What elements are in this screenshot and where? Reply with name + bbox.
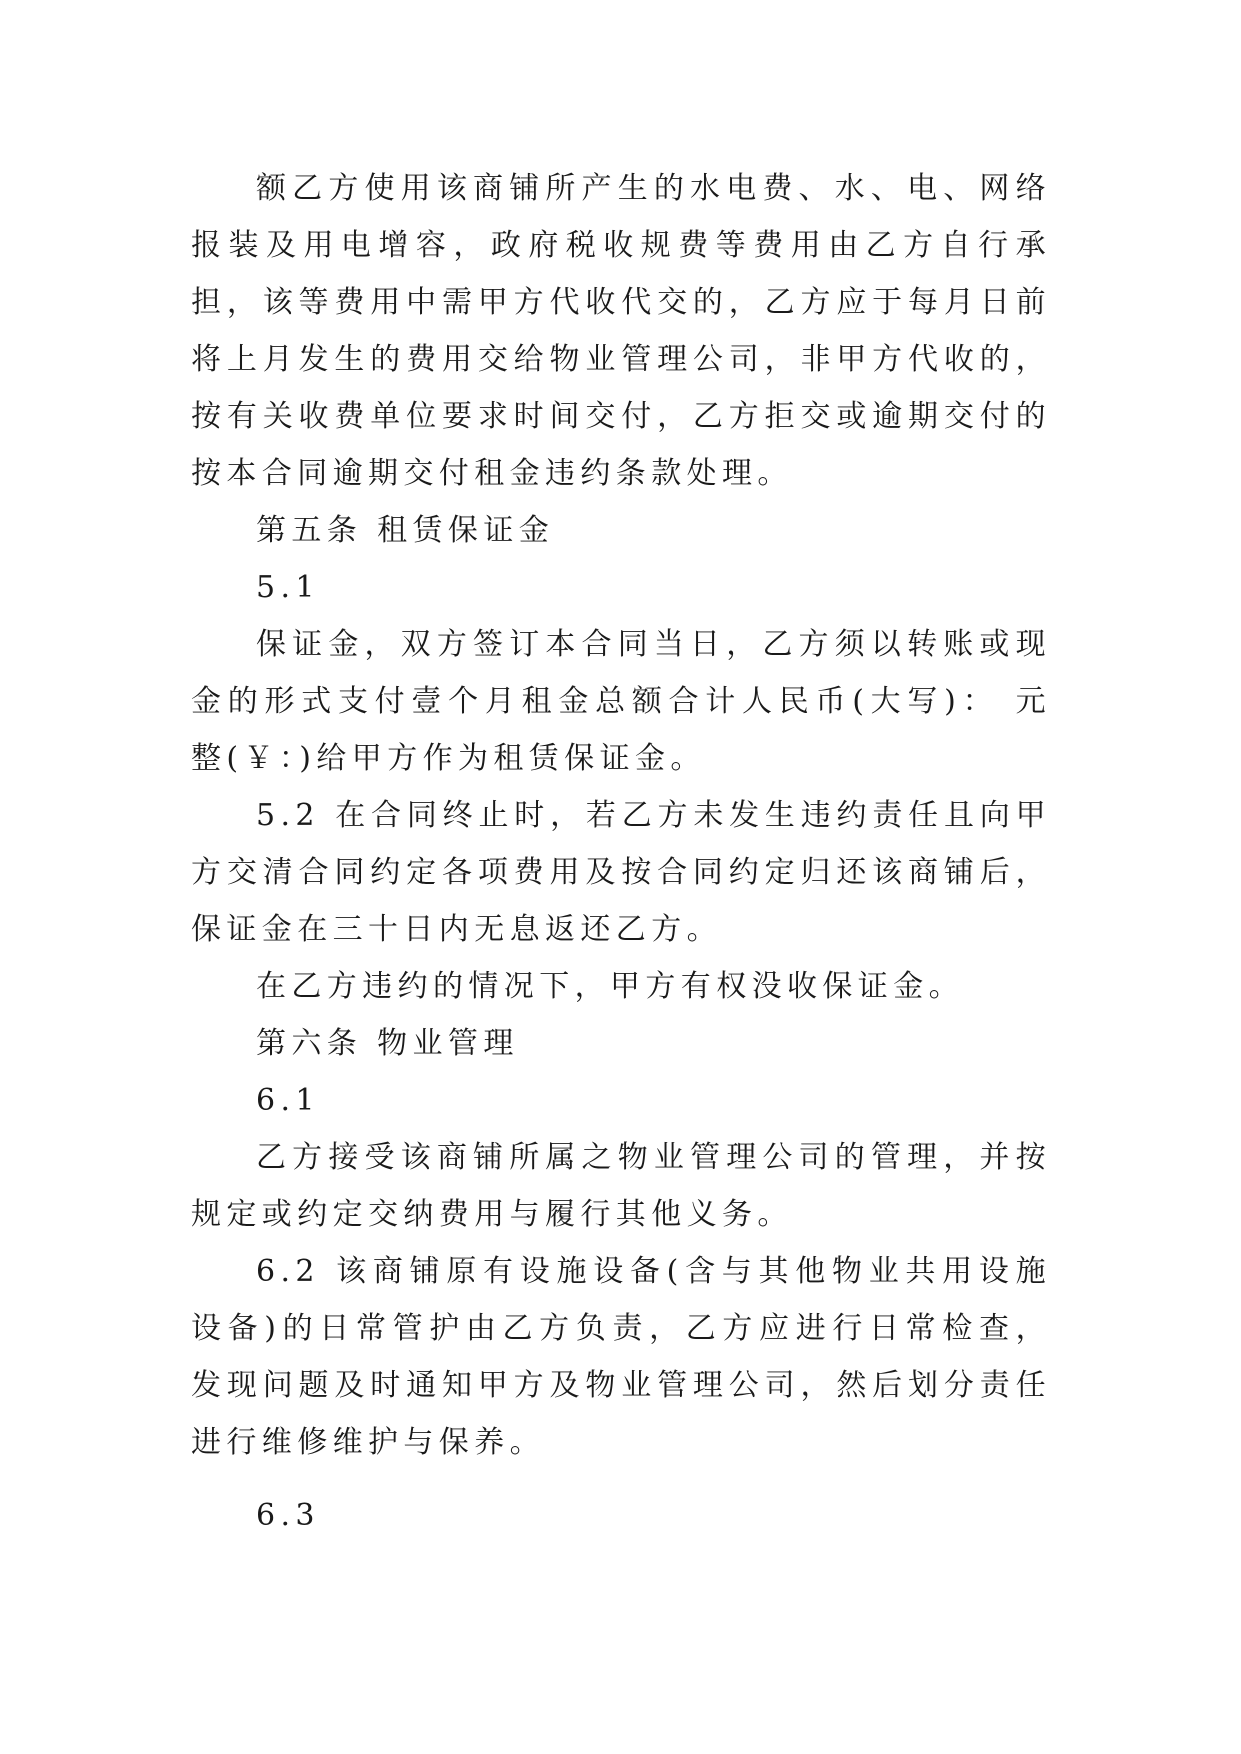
section-heading-article-5: 第五条 租赁保证金 — [256, 513, 555, 548]
paragraph-deposit-forfeit: 在乙方违约的情况下，甲方有权没收保证金。 — [256, 969, 964, 1004]
clause-number-5-1: 5.1 — [256, 570, 320, 605]
clause-number-6-3: 6.3 — [256, 1498, 320, 1533]
paragraph-property-management: 乙方接受该商铺所属之物业管理公司的管理，并按规定或约定交纳费用与履行其他义务。 — [191, 1140, 1051, 1232]
clause-number-6-1: 6.1 — [256, 1083, 320, 1118]
document-body — [191, 160, 1051, 1544]
paragraph-deposit-payment: 保证金，双方签订本合同当日，乙方须以转账或现金的形式支付壹个月租金总额合计人民币(大写)： 元整(￥：)给甲方作为租赁保证金。 — [191, 627, 1051, 776]
paragraph-facility-maintenance: 6.2 该商铺原有设施设备(含与其他物业共用设施设备)的日常管护由乙方负责，乙方应进行日常检查，发现问题及时通知甲方及物业管理公司，然后划分责任进行维修维护与保养。 — [191, 1254, 1051, 1460]
paragraph-fee-responsibility: 额乙方使用该商铺所产生的水电费、水、电、网络报装及用电增容，政府税收规费等费用由乙方自行承担，该等费用中需甲方代收代交的，乙方应于每月日前将上月发生的费用交给物业管理公司，非甲方代收的，按有关收费单位要求时间交付，乙方拒交或逾期交付的按本合同逾期交付租金违约条款处理。 — [191, 171, 1051, 491]
paragraph-deposit-refund: 5.2 在合同终止时，若乙方未发生违约责任且向甲方交清合同约定各项费用及按合同约定归还该商铺后，保证金在三十日内无息返还乙方。 — [191, 798, 1051, 947]
section-heading-article-6: 第六条 物业管理 — [256, 1026, 519, 1061]
